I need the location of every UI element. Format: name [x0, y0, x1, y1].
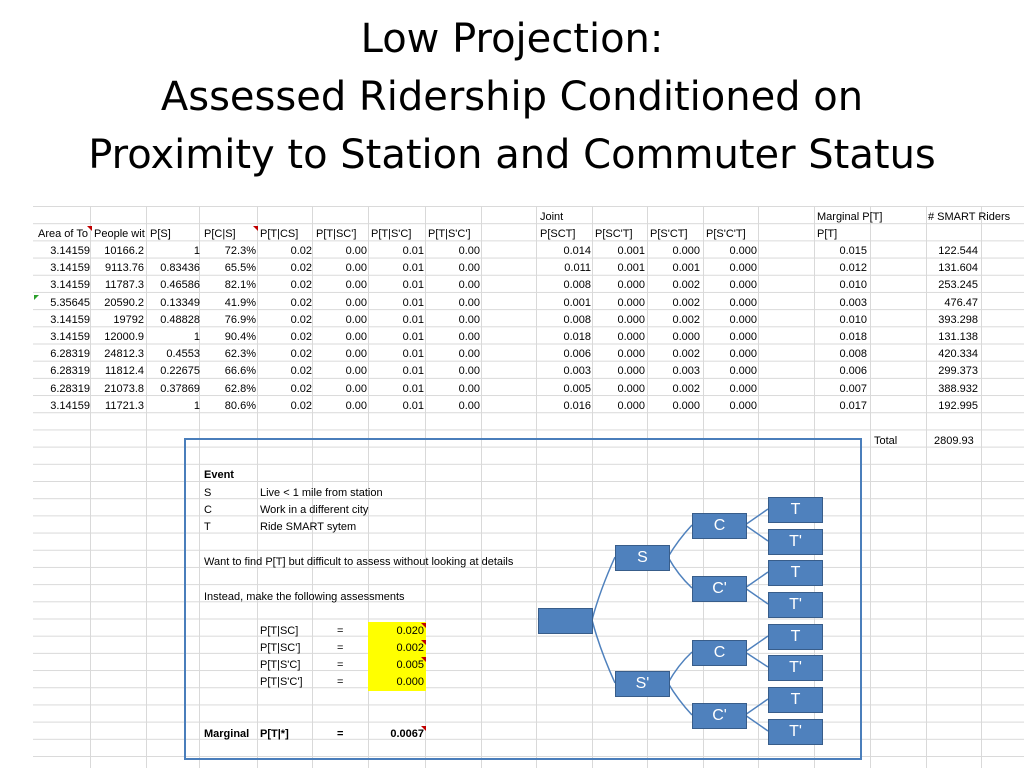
cell-pspct[interactable]: 0.001 — [672, 262, 700, 275]
cell-pspct[interactable]: 0.000 — [672, 331, 700, 343]
cell-pcs[interactable]: 41.9% — [224, 296, 256, 309]
cell-ptspcp[interactable]: 0.00 — [458, 365, 480, 378]
marginal-eq: = — [337, 728, 344, 740]
assessment-eq-1: = — [337, 625, 344, 637]
title-line-3: Proximity to Station and Commuter Status — [88, 132, 936, 178]
cell-pcs[interactable]: 66.6% — [224, 365, 256, 378]
header-pt: P[T] — [817, 228, 838, 240]
cell-pspcpt[interactable]: 0.000 — [729, 279, 757, 292]
cell-psct[interactable]: 0.003 — [563, 365, 591, 378]
cell-pscpt[interactable]: 0.001 — [617, 245, 645, 257]
cell-pspct[interactable]: 0.002 — [672, 296, 700, 309]
tree-node-s: S — [615, 545, 670, 571]
cell-pspcpt[interactable]: 0.000 — [729, 262, 757, 275]
header-psct: P[SCT] — [540, 228, 576, 240]
cell-pscpt[interactable]: 0.000 — [617, 296, 645, 309]
cell-pcs[interactable]: 82.1% — [224, 279, 256, 292]
cell-pscpt[interactable]: 0.000 — [617, 279, 645, 292]
cell-pt[interactable]: 0.010 — [839, 279, 867, 292]
header-ps: P[S] — [150, 228, 171, 240]
cell-riders[interactable]: 131.604 — [938, 262, 978, 275]
cell-ptspc[interactable]: 0.01 — [402, 262, 424, 275]
cell-pcs[interactable]: 80.6% — [224, 399, 256, 412]
assessment-label-3: P[T|S'C] — [260, 659, 301, 671]
cell-ptscp[interactable]: 0.00 — [345, 348, 367, 361]
cell-ptscp[interactable]: 0.00 — [345, 313, 367, 326]
cell-ptspcp[interactable]: 0.00 — [458, 262, 480, 275]
cell-ps[interactable]: 1 — [193, 399, 200, 412]
cell-area[interactable]: 3.14159 — [50, 245, 90, 257]
cell-people[interactable]: 9113.76 — [105, 262, 144, 275]
cell-pcs[interactable]: 90.4% — [224, 331, 256, 343]
cell-area[interactable]: 6.28319 — [50, 348, 90, 361]
cell-pspct[interactable]: 0.003 — [672, 365, 700, 378]
cell-ps[interactable]: 0.83436 — [160, 262, 200, 275]
cell-ps[interactable]: 1 — [193, 245, 200, 257]
cell-ps[interactable]: 0.46586 — [160, 279, 200, 292]
cell-riders[interactable]: 420.334 — [938, 348, 978, 361]
cell-ptspcp[interactable]: 0.00 — [458, 279, 480, 292]
cell-pscpt[interactable]: 0.000 — [617, 313, 645, 326]
cell-pscpt[interactable]: 0.000 — [617, 382, 645, 395]
cell-pspcpt[interactable]: 0.000 — [729, 331, 757, 343]
header-area: Area of To — [38, 228, 88, 240]
cell-psct[interactable]: 0.018 — [563, 331, 591, 343]
header-pspct: P[S'CT] — [650, 228, 688, 240]
cell-ptscp[interactable]: 0.00 — [345, 296, 367, 309]
header-pcs: P[C|S] — [204, 228, 236, 240]
cell-psct[interactable]: 0.005 — [563, 382, 591, 395]
cell-ptspc[interactable]: 0.01 — [402, 348, 424, 361]
cell-pscpt[interactable]: 0.001 — [617, 262, 645, 275]
cell-pspct[interactable]: 0.000 — [672, 245, 700, 257]
cell-ptcs[interactable]: 0.02 — [290, 245, 312, 257]
cell-ptscp[interactable]: 0.00 — [345, 365, 367, 378]
cell-ptcs[interactable]: 0.02 — [290, 365, 312, 378]
cell-people[interactable]: 24812.3 — [104, 348, 144, 361]
cell-pspcpt[interactable]: 0.000 — [729, 313, 757, 326]
tree-node-c-1: C — [692, 513, 747, 539]
cell-ptscp[interactable]: 0.00 — [345, 399, 367, 412]
tree-node-c-prime-1: C' — [692, 576, 747, 602]
marginal-value[interactable]: 0.0067 — [390, 728, 424, 740]
cell-ptcs[interactable]: 0.02 — [290, 313, 312, 326]
cell-pcs[interactable]: 76.9% — [224, 313, 256, 326]
cell-ptcs[interactable]: 0.02 — [290, 348, 312, 361]
cell-riders[interactable]: 388.932 — [938, 382, 978, 395]
marginal-label: Marginal — [204, 728, 250, 740]
tree-leaf-t-prime-4: T' — [768, 719, 823, 745]
title-line-1: Low Projection: — [360, 16, 664, 62]
event-desc-s: Live < 1 mile from station — [260, 487, 383, 499]
cell-pt[interactable]: 0.003 — [839, 296, 867, 309]
header-people: People wit — [94, 228, 145, 240]
cell-ptcs[interactable]: 0.02 — [290, 262, 312, 275]
cell-psct[interactable]: 0.016 — [563, 399, 591, 412]
assessment-value-4[interactable]: 0.000 — [396, 676, 424, 688]
header-ptspcp: P[T|S'C'] — [428, 228, 471, 240]
cell-pspct[interactable]: 0.002 — [672, 382, 700, 395]
cell-pt[interactable]: 0.015 — [839, 245, 867, 257]
cell-ptspc[interactable]: 0.01 — [402, 245, 424, 257]
header-pspcpt: P[S'C'T] — [706, 228, 746, 240]
cell-people[interactable]: 11812.4 — [105, 365, 144, 378]
assessment-value-1[interactable]: 0.020 — [396, 625, 424, 637]
cell-riders[interactable]: 122.544 — [938, 245, 978, 257]
header-ptspc: P[T|S'C] — [371, 228, 412, 240]
note-want: Want to find P[T] but difficult to assess without looking at details — [204, 556, 514, 568]
cell-ptscp[interactable]: 0.00 — [345, 382, 367, 395]
cell-ptcs[interactable]: 0.02 — [290, 382, 312, 395]
tree-leaf-t-prime-3: T' — [768, 655, 823, 681]
cell-psct[interactable]: 0.006 — [563, 348, 591, 361]
cell-psct[interactable]: 0.014 — [563, 245, 591, 257]
event-desc-c: Work in a different city — [260, 504, 369, 516]
cell-pcs[interactable]: 62.8% — [224, 382, 256, 395]
cell-ps[interactable]: 0.4553 — [166, 348, 200, 361]
cell-psct[interactable]: 0.008 — [563, 313, 591, 326]
cell-ptcs[interactable]: 0.02 — [290, 331, 312, 343]
event-desc-t: Ride SMART sytem — [260, 521, 357, 533]
cell-pspcpt[interactable]: 0.000 — [729, 382, 757, 395]
assessment-value-2[interactable]: 0.002 — [396, 642, 424, 654]
cell-area[interactable]: 6.28319 — [50, 365, 90, 378]
assessment-label-4: P[T|S'C'] — [260, 676, 303, 688]
cell-ps[interactable]: 0.48828 — [160, 313, 200, 326]
cell-ptspc[interactable]: 0.01 — [402, 296, 424, 309]
assessment-label-1: P[T|SC] — [260, 625, 299, 637]
cell-pscpt[interactable]: 0.000 — [617, 365, 645, 378]
cell-ptspc[interactable]: 0.01 — [402, 365, 424, 378]
title-line-2: Assessed Ridership Conditioned on — [160, 74, 864, 120]
cell-pcs[interactable]: 62.3% — [224, 348, 256, 361]
cell-ptspcp[interactable]: 0.00 — [458, 331, 480, 343]
assessment-label-2: P[T|SC'] — [260, 642, 301, 654]
cell-ptspcp[interactable]: 0.00 — [458, 245, 480, 257]
cell-riders[interactable]: 192.995 — [938, 399, 978, 412]
tree-leaf-t-1: T — [768, 497, 823, 523]
cell-area[interactable]: 6.28319 — [50, 382, 90, 395]
cell-pspcpt[interactable]: 0.000 — [729, 245, 757, 257]
total-value: 2809.93 — [934, 435, 974, 447]
cell-ptscp[interactable]: 0.00 — [345, 331, 367, 343]
header-pscpt: P[SC'T] — [595, 228, 633, 240]
cell-ps[interactable]: 0.22675 — [160, 365, 200, 378]
cell-pspct[interactable]: 0.002 — [672, 313, 700, 326]
cell-ptspc[interactable]: 0.01 — [402, 279, 424, 292]
cell-people[interactable]: 12000.9 — [104, 331, 144, 343]
tree-leaf-t-prime-2: T' — [768, 592, 823, 618]
cell-ptspc[interactable]: 0.01 — [402, 399, 424, 412]
cell-area[interactable]: 3.14159 — [50, 313, 90, 326]
cell-pspct[interactable]: 0.000 — [672, 399, 700, 412]
assessment-eq-3: = — [337, 659, 344, 671]
cell-pspct[interactable]: 0.002 — [672, 279, 700, 292]
cell-ptspc[interactable]: 0.01 — [402, 313, 424, 326]
header-ptcs: P[T|CS] — [260, 228, 299, 240]
assessment-eq-4: = — [337, 676, 344, 688]
cell-pt[interactable]: 0.018 — [839, 331, 867, 343]
tree-root-node — [538, 608, 593, 634]
marginal-header: Marginal P[T] — [817, 211, 883, 223]
cell-psct[interactable]: 0.001 — [563, 296, 591, 309]
cell-riders[interactable]: 393.298 — [938, 313, 978, 326]
cell-pt[interactable]: 0.007 — [839, 382, 867, 395]
cell-ptcs[interactable]: 0.02 — [290, 279, 312, 292]
cell-area[interactable]: 3.14159 — [50, 331, 90, 343]
cell-ptscp[interactable]: 0.00 — [345, 262, 367, 275]
cell-ptspc[interactable]: 0.01 — [402, 331, 424, 343]
tree-leaf-t-prime-1: T' — [768, 529, 823, 555]
cell-ptspcp[interactable]: 0.00 — [458, 313, 480, 326]
cell-ptspcp[interactable]: 0.00 — [458, 399, 480, 412]
cell-ptcs[interactable]: 0.02 — [290, 399, 312, 412]
cell-pt[interactable]: 0.006 — [839, 365, 867, 378]
cell-pt[interactable]: 0.017 — [839, 399, 867, 412]
smart-riders-header: # SMART Riders — [928, 211, 1011, 223]
tree-leaf-t-2: T — [768, 560, 823, 586]
cell-pscpt[interactable]: 0.000 — [617, 348, 645, 361]
cell-pt[interactable]: 0.008 — [839, 348, 867, 361]
cell-psct[interactable]: 0.008 — [563, 279, 591, 292]
tree-node-c-prime-2: C' — [692, 703, 747, 729]
cell-people[interactable]: 10166.2 — [104, 245, 144, 257]
cell-psct[interactable]: 0.011 — [564, 262, 591, 275]
tree-leaf-t-4: T — [768, 687, 823, 713]
event-code-t: T — [204, 521, 211, 533]
cell-area[interactable]: 3.14159 — [50, 262, 90, 275]
cell-ps[interactable]: 0.37869 — [160, 382, 200, 395]
assessment-value-3[interactable]: 0.005 — [396, 659, 424, 671]
cell-riders[interactable]: 253.245 — [938, 279, 978, 292]
cell-ptspcp[interactable]: 0.00 — [458, 296, 480, 309]
cell-riders[interactable]: 131.138 — [938, 331, 978, 343]
cell-people[interactable]: 21073.8 — [104, 382, 144, 395]
marginal-expr: P[T|*] — [260, 728, 289, 740]
joint-header: Joint — [540, 211, 564, 223]
cell-area[interactable]: 3.14159 — [50, 279, 90, 292]
cell-riders[interactable]: 476.47 — [944, 296, 978, 309]
cell-pspcpt[interactable]: 0.000 — [729, 365, 757, 378]
cell-pspct[interactable]: 0.002 — [672, 348, 700, 361]
tree-leaf-t-3: T — [768, 624, 823, 650]
cell-ps[interactable]: 0.13349 — [160, 296, 200, 309]
cell-pt[interactable]: 0.010 — [839, 313, 867, 326]
cell-people[interactable]: 11721.3 — [105, 399, 144, 412]
assessment-eq-2: = — [337, 642, 344, 654]
cell-pcs[interactable]: 65.5% — [224, 262, 256, 275]
cell-pspcpt[interactable]: 0.000 — [729, 399, 757, 412]
total-label: Total — [874, 435, 898, 447]
cell-ptscp[interactable]: 0.00 — [345, 245, 367, 257]
header-ptscp: P[T|SC'] — [316, 228, 357, 240]
cell-pcs[interactable]: 72.3% — [224, 245, 256, 257]
cell-pspcpt[interactable]: 0.000 — [729, 296, 757, 309]
cell-pscpt[interactable]: 0.000 — [617, 399, 645, 412]
cell-riders[interactable]: 299.373 — [938, 365, 978, 378]
tree-node-c-2: C — [692, 640, 747, 666]
cell-ptspcp[interactable]: 0.00 — [458, 348, 480, 361]
cell-people[interactable]: 19792 — [113, 313, 144, 326]
cell-ps[interactable]: 1 — [193, 331, 200, 343]
event-heading: Event — [204, 469, 234, 481]
tree-node-s-prime: S' — [615, 671, 670, 697]
cell-pt[interactable]: 0.012 — [839, 262, 867, 275]
cell-area[interactable]: 3.14159 — [50, 399, 90, 412]
cell-area[interactable]: 5.35645 — [50, 296, 90, 309]
cell-ptcs[interactable]: 0.02 — [290, 296, 312, 309]
event-code-c: C — [204, 504, 212, 516]
cell-people[interactable]: 20590.2 — [104, 296, 144, 309]
cell-ptspcp[interactable]: 0.00 — [458, 382, 480, 395]
cell-people[interactable]: 11787.3 — [105, 279, 144, 292]
event-code-s: S — [204, 487, 212, 499]
note-instead: Instead, make the following assessments — [204, 591, 405, 603]
cell-pscpt[interactable]: 0.000 — [617, 331, 645, 343]
cell-ptspc[interactable]: 0.01 — [402, 382, 424, 395]
cell-pspcpt[interactable]: 0.000 — [729, 348, 757, 361]
cell-ptscp[interactable]: 0.00 — [345, 279, 367, 292]
